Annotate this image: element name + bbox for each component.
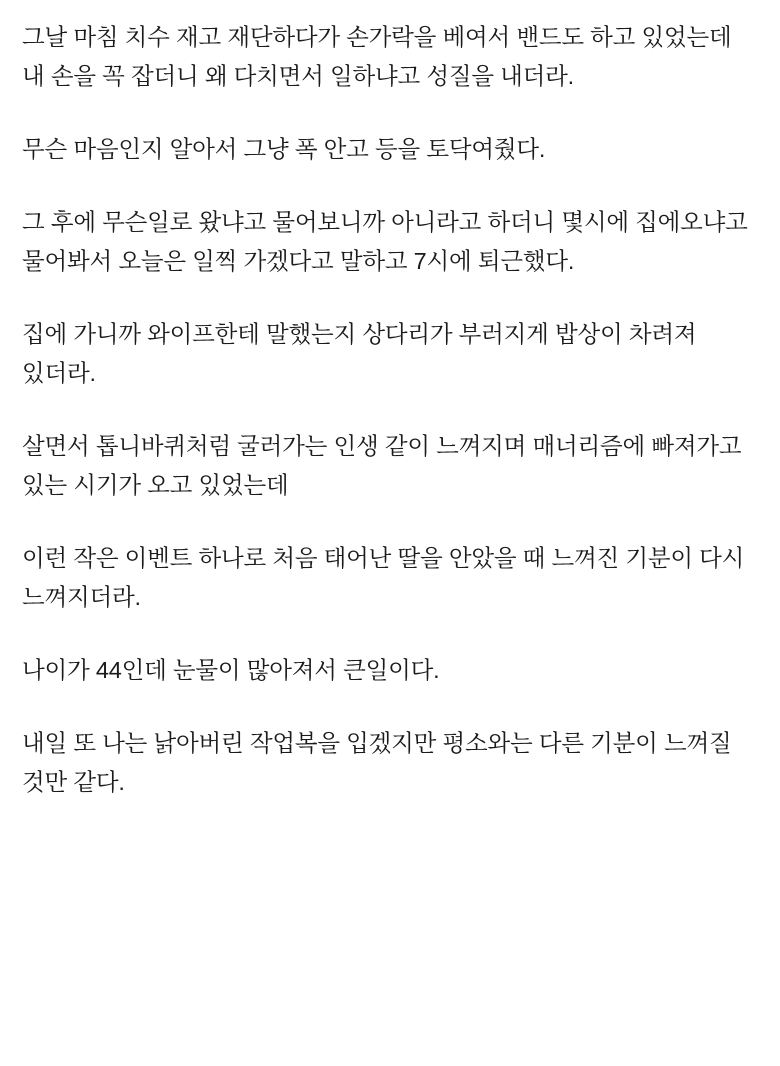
paragraph: 그 후에 무슨일로 왔냐고 물어보니까 아니라고 하더니 몇시에 집에오냐고 물어봐서 오늘은 일찍 가겠다고 말하고 7시에 퇴근했다. (22, 209, 755, 274)
paragraph: 이런 작은 이벤트 하나로 처음 태어난 딸을 안았을 때 느껴진 기분이 다시 느껴지더라. (22, 545, 751, 610)
paragraph: 내일 또 나는 낡아버린 작업복을 입겠지만 평소와는 다른 기분이 느껴질 것만 같다. (22, 730, 738, 795)
paragraph: 나이가 44인데 눈물이 많아져서 큰일이다. (22, 657, 440, 683)
article-body (22, 18, 758, 802)
paragraph: 집에 가니까 와이프한테 말했는지 상다리가 부러지게 밥상이 차려져 있더라. (22, 321, 703, 386)
paragraph: 그날 마침 치수 재고 재단하다가 손가락을 베여서 밴드도 하고 있었는데 내 손을 꼭 잡더니 왜 다치면서 일하냐고 성질을 내더라. (22, 24, 738, 89)
paragraph: 살면서 톱니바퀴처럼 굴러가는 인생 같이 느껴지며 매너리즘에 빠져가고 있는 시기가 오고 있었는데 (22, 433, 748, 498)
paragraph: 무슨 마음인지 알아서 그냥 폭 안고 등을 토닥여줬다. (22, 136, 546, 162)
